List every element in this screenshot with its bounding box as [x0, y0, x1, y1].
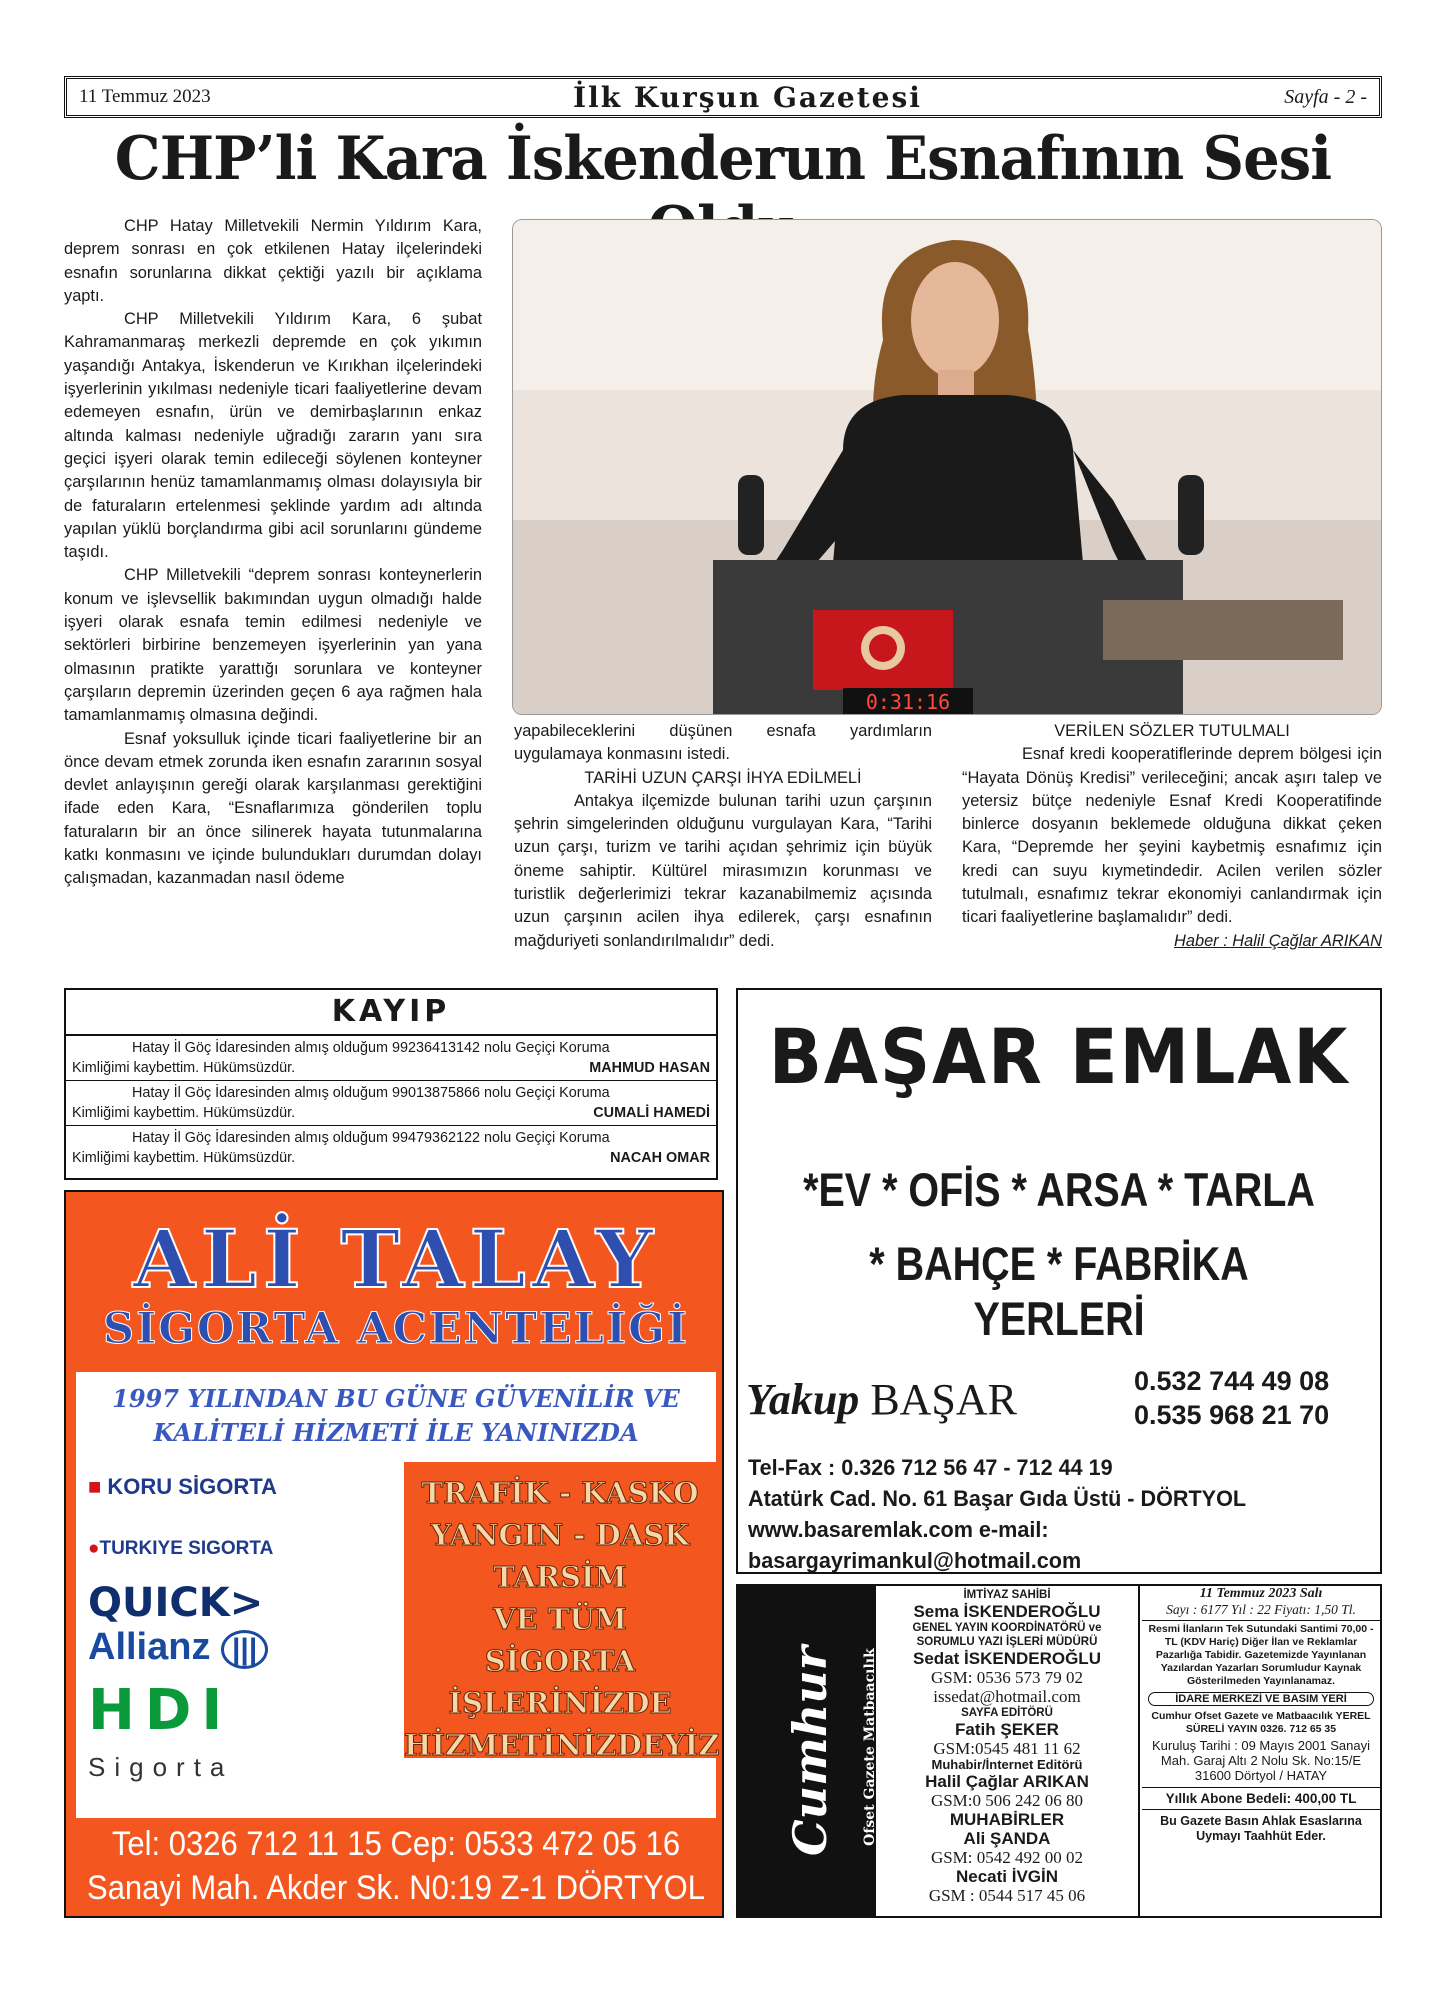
- podium-timer: 0:31:16: [865, 690, 951, 714]
- page-header: [64, 76, 1382, 118]
- imprint-website: www.ilkkursungazetesi.org: [919, 1671, 933, 1827]
- turkiye-sigorta-logo: ●TURKIYE SIGORTA: [88, 1538, 274, 1559]
- speaker-at-podium-image: [513, 220, 1382, 715]
- lost-notice-box: [64, 988, 718, 1180]
- ad-contact-info: Tel-Fax : 0.326 712 56 47 - 712 44 19 Atatürk Cad. No. 61 Başar Gıda Üstü - DÖRTYOL www.basaremlak.com e-mail: basargayrimankul@hotmail.com: [748, 1455, 1247, 1573]
- article-paragraph: Esnaf yoksulluk içinde ticari faaliyetlerine bir an önce devam etmek zorunda iken esnafın zararının sosyal devlet anlayışının gereği olarak karşılanması gerektiğini ifade eden Kara, “Esnaflarımıza gönderilen toplu faturaların bir an önce silinerek hayata tutunmalarına katkı konmasını ve içinde bulundukları durumdan dolayı çalışmadan, kazanmadan nasıl ödeme: [64, 729, 482, 888]
- imprint-box: [736, 1584, 1382, 1918]
- hdi-logo: HDI: [88, 1678, 233, 1743]
- imprint-details: 11 Temmuz 2023 Salı Sayı : 6177 Yıl : 22 Fiyatı: 1,50 Tl. Resmi İlanların Tek Sutundaki Santimi 70,00 - TL (KDV Hariç) Diğer İlan ve Reklamlar Pazarlığa Tabidir. Gazetemizde Yayınlanan Yazılardan Yazarları Sorumludur Kaynak Gösterilmeden Yayınlanamaz. İDARE MERKEZİ VE BASIM YERİ Cumhur Ofset Gazete ve Matbaacılık YEREL SÜRELİ YAYIN 0326. 712 65 35 Kuruluş Tarihi : 09 Mayıs 2001 Sanayi Mah. Garaj Altı 2 Nolu Sk. No:15/E 31600 Dörtyol / HATAY Yıllık Abone Bedeli: 400,00 TL Bu Gazete Basın Ahlak Esaslarına Uymayı Taahhüt Eder.: [1142, 1586, 1380, 1916]
- imprint-staff: İMTİYAZ SAHİBİ Sema İSKENDEROĞLU GENEL YAYIN KOORDİNATÖRÜ ve SORUMLU YAZI İŞLERİ MÜDÜRÜ Sedat İSKENDEROĞLU GSM: 0536 573 79 02 issedat@hotmail.com SAYFA EDİTÖRÜ Fatih ŞEKER GSM:0545 481 11 62 Muhabir/İnternet Editörü Halil Çağlar ARIKAN GSM:0 506 242 06 80 MUHABİRLER Ali ŞANDA GSM: 0542 492 00 02 Necati İVGİN GSM : 0544 517 45 06: [876, 1586, 1140, 1916]
- basar-emlak-ad: [736, 988, 1382, 1574]
- article-column-1: [64, 215, 482, 891]
- article-paragraph: Antakya ilçemizde bulunan tarihi uzun çarşının şehrin simgelerinden olduğunu vurgulayan Kara, “Tarihi uzun çarşı, turizm ve tarihi açıdan şehrimiz için büyük öneme sahiptir. Kültürel mirasımızın korunması ve turistlik değerlerimizi tekrar kazanabilmemiz açısında uzun çarşının acilen ihya edilerek, çarşı esnafının mağduriyeti sonlandırılmalıdır” dedi.: [514, 791, 932, 950]
- ad-owner: Yakup BAŞAR: [746, 1375, 1018, 1424]
- article-column-2: [514, 720, 932, 953]
- ad-title: BAŞAR EMLAK: [768, 1012, 1350, 1101]
- article-subheading: VERİLEN SÖZLER TUTULMALI: [1054, 722, 1290, 740]
- article-paragraph: Esnaf kredi kooperatiflerinde deprem bölgesi için “Hayata Dönüş Kredisi” verileceğini; ancak aşırı talep ve yetersiz bütçe nedeniyle Esnaf Kredi Kooperatifinde binlerce dosyanın beklemede olduğuna dikkat çeken Kara, “Depremde her şeyini kaybetmiş esnafımız için kredi can suyu kıymetindedir. Acilen verilen sözler tutulmalı, esnafımız tekrar ekonomiyi canlandırmak için ticari faaliyetlerine başlamalıdır” dedi.: [962, 745, 1382, 927]
- ad-services-line-2: * BAHÇE * FABRİKA YERLERİ: [869, 1237, 1249, 1345]
- article-paragraph: CHP Hatay Milletvekili Nermin Yıldırım Kara, deprem sonrası en çok etkilenen Hatay ilçelerindeki esnafın sorunlarına dikkat çektiği yazılı bir açıklama yaptı.: [64, 217, 482, 305]
- lost-notice-title: KAYIP: [66, 990, 716, 1036]
- article-column-3: [962, 720, 1382, 953]
- ad-address: Sanayi Mah. Akder Sk. N0:19 Z-1 DÖRTYOL: [87, 1868, 705, 1907]
- article-photo: [512, 219, 1382, 715]
- article-paragraph: CHP Milletvekili Yıldırım Kara, 6 şubat Kahramanmaraş merkezli depremde en çok yıkımın yaşandığı Antakya, İskenderun ve Kırıkhan ilçelerindeki işyerlerinin yıkılması nedeniyle ticari faaliyetlerine devam edemeyen esnafın, ürün ve demirbaşlarının enkaz altında kalması nedeniyle uğradığı zararın yanı sıra geçici işyeri olarak temin edileceği söylenen konteyner çarşılarının henüz tamamlanmamış olması dolayısıyla bir de faturaların ertelenmesi şeklinde yardım adı altında yapılan yüklü borçlandırma gibi acil sorunlarını gündeme taşıdı.: [64, 310, 482, 562]
- article-subheading: TARİHİ UZUN ÇARŞI İHYA EDİLMELİ: [584, 768, 862, 787]
- ad-slogan: 1997 YILINDAN BU GÜNE GÜVENİLİR VE KALİTELİ HİZMETİ İLE YANINIZDA: [112, 1384, 680, 1447]
- ad-subtitle: SİGORTA ACENTELİĞİ: [103, 1304, 689, 1354]
- ad-phone: Tel: 0326 712 11 15 Cep: 0533 472 05 16: [111, 1824, 681, 1863]
- insurance-services: TRAFİK - KASKO YANGIN - DASK TARSİM VE TÜM SİGORTA İŞLERİNİZDE HİZMETİNİZDEYİZ: [404, 1462, 716, 1758]
- article-byline: Haber : Halil Çağlar ARIKAN: [1174, 931, 1382, 950]
- issue-date: 11 Temmuz 2023: [79, 86, 211, 107]
- lost-notice-entry: Hatay İl Göç İdaresinden almış olduğum 99479362122 nolu Geçiçi Koruma Kimliğimi kaybettim. Hükümsüzdür. NACAH OMAR: [72, 1130, 710, 1166]
- cumhur-ofset-logo: Cumhur Ofset Gazete Matbaacılık Reklam ve Tanıtım Hizmetleri: [738, 1586, 876, 1916]
- ad-phones: 0.532 744 49 08 0.535 968 21 70: [1134, 1366, 1330, 1430]
- lost-notice-entry: Hatay İl Göç İdaresinden almış olduğum 99236413142 nolu Geçiçi Koruma Kimliğimi kaybettim. Hükümsüzdür. MAHMUD HASAN: [66, 1036, 716, 1081]
- article-paragraph: CHP Milletvekili “deprem sonrası konteynerlerin konum ve işlevsellik bakımından uygun olmadığı halde işyeri olarak esnafa temin edilmesi nedeniyle ve sektörleri birbirine benzemeyen işyerlerinin yan yana olmasının pratikte yarattığı sorunlara ve konteyner çarşıların depremin üzerinden geçen 6 aya rağmen hala tamamlanmamış olmasına değindi.: [64, 566, 482, 725]
- allianz-logo: Allianz |||: [88, 1626, 268, 1669]
- article-headline: CHP’li Kara İskenderun Esnafının Sesi: [114, 124, 1332, 194]
- lost-notice-entry: Hatay İl Göç İdaresinden almış olduğum 99013875866 nolu Geçiçi Koruma Kimliğimi kaybettim. Hükümsüzdür. CUMALİ HAMEDİ: [66, 1081, 716, 1126]
- hdi-sigorta-text: Sigorta: [88, 1752, 234, 1782]
- newspaper-name: İlk Kurşun Gazetesi: [573, 80, 922, 114]
- ad-title: ALİ TALAY: [132, 1212, 660, 1306]
- quick-sigorta-logo: QUICK>: [88, 1580, 264, 1626]
- article-paragraph: yapabileceklerini düşünen esnafa yardımların uygulamaya konmasını istedi.: [514, 722, 932, 764]
- koru-sigorta-logo: ■ KORU SİGORTA: [88, 1474, 277, 1499]
- ali-talay-insurance-ad: [64, 1190, 724, 1918]
- ad-services-line-1: *EV * OFİS * ARSA * TARLA: [803, 1163, 1315, 1216]
- page-number: Sayfa - 2 -: [1284, 85, 1367, 108]
